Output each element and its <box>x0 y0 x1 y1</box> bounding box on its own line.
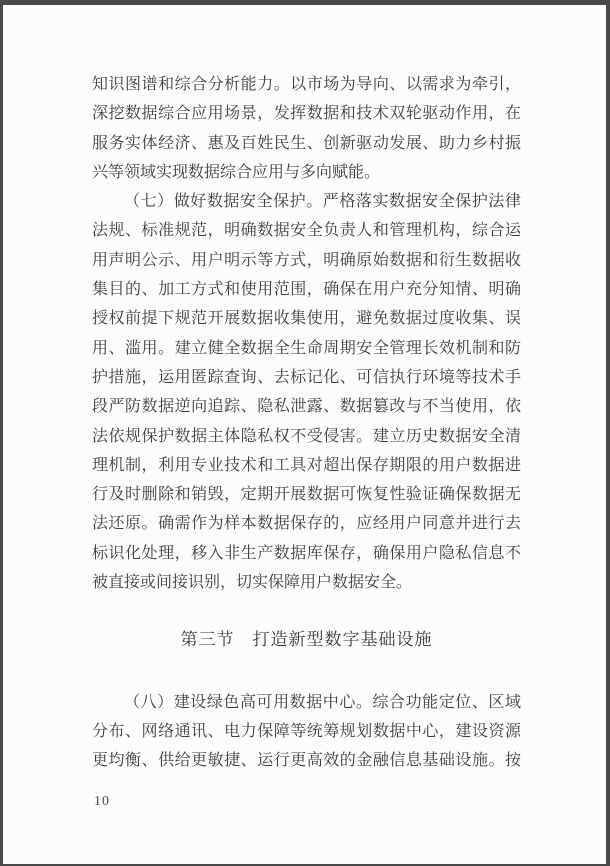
text-line: 兴等领域实现数据综合应用与多向赋能。 <box>92 163 381 181</box>
text-line: 法依规保护数据主体隐私权不受侵害。建立历史数据安全清 <box>92 427 521 445</box>
text-line: 法规、标准规范，明确数据安全负责人和管理机构，综合运 <box>92 222 521 240</box>
text-line: 段严防数据逆向追踪、隐私泄露、数据篡改与不当使用，依 <box>92 398 521 416</box>
scan-edge-top <box>0 0 610 5</box>
text-line: 法还原。确需作为样本数据保存的，应经用户同意并进行去 <box>92 515 521 533</box>
text-line: 行及时删除和销毁，定期开展数据可恢复性验证确保数据无 <box>92 486 521 504</box>
text-line: 标识化处理，移入非生产数据库保存，确保用户隐私信息不 <box>92 544 521 562</box>
text-line: 服务实体经济、惠及百姓民生、创新驱动发展、助力乡村振 <box>92 134 521 152</box>
text-line: 被直接或间接识别，切实保障用户数据安全。 <box>92 574 413 592</box>
text-line: 知识图谱和综合分析能力。以市场为导向、以需求为牵引， <box>92 76 521 93</box>
section-heading: 第三节 打造新型数字基础设施 <box>180 630 433 650</box>
document-body <box>92 70 521 776</box>
text-line: 护措施，运用匿踪查询、去标记化、可信执行环境等技术手 <box>92 368 521 386</box>
text-line: 集目的、加工方式和使用范围，确保在用户充分知情、明确 <box>92 281 521 299</box>
scan-edge-right <box>606 0 610 866</box>
text-line: 更均衡、供给更敏捷、运行更高效的金融信息基础设施。按 <box>92 752 521 770</box>
text-line: 用声明公示、用户明示等方式，明确原始数据和衍生数据收 <box>92 251 521 269</box>
text-line: 理机制，利用专业技术和工具对超出保存期限的用户数据进 <box>92 456 521 474</box>
text-line: 授权前提下规范开展数据收集使用，避免数据过度收集、误 <box>92 310 521 328</box>
text-line: （七）做好数据安全保护。严格落实数据安全保护法律 <box>124 193 521 211</box>
paragraph-continuation <box>92 70 521 187</box>
text-line: （八）建设绿色高可用数据中心。综合功能定位、区域 <box>124 693 521 711</box>
text-line: 用、滥用。建立健全数据全生命周期安全管理长效机制和防 <box>92 339 521 357</box>
paragraph-item-eight <box>92 688 521 776</box>
paragraph-item-seven <box>92 187 521 597</box>
page-number: 10 <box>94 794 110 809</box>
text-line: 分布、网络通讯、电力保障等统筹规划数据中心，建设资源 <box>92 722 521 740</box>
text-line: 深挖数据综合应用场景，发挥数据和技术双轮驱动作用，在 <box>92 105 521 123</box>
scan-edge-left <box>0 0 3 866</box>
